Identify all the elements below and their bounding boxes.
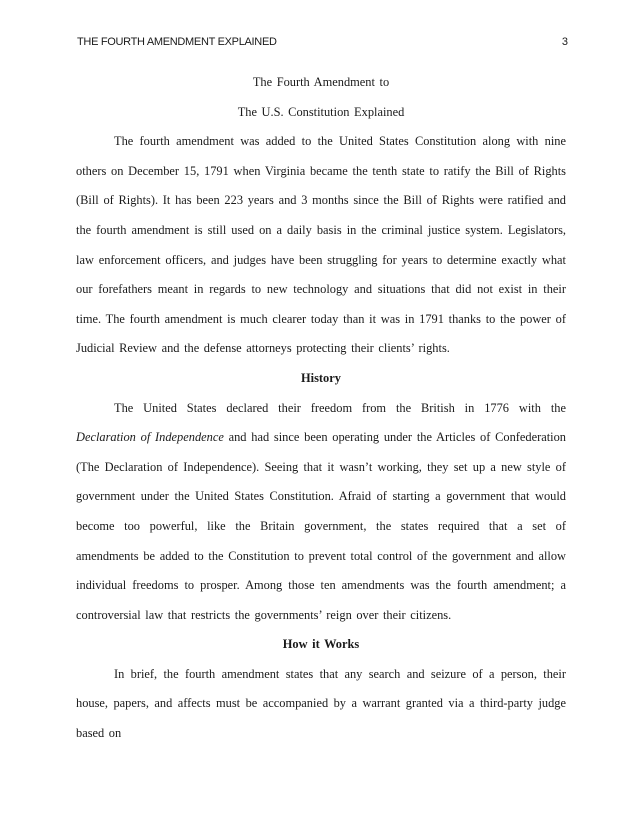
running-head: THE FOURTH AMENDMENT EXPLAINED xyxy=(77,36,277,48)
title-line-2: The U.S. Constitution Explained xyxy=(237,104,405,119)
title-line-1: The Fourth Amendment to xyxy=(252,75,390,89)
document-body xyxy=(76,68,566,749)
how-it-works-heading: How it Works xyxy=(282,637,360,652)
page-number: 3 xyxy=(561,36,568,48)
how-it-works-paragraph: In brief, the fourth amendment states that any search and seizure of a person, their house, papers, and affects must be accompanied by a warrant granted via a third-party judge based on xyxy=(76,666,566,741)
history-heading: History xyxy=(301,370,341,385)
history-text-start: The United States declared their freedom from the British in 1776 with the xyxy=(114,400,566,415)
intro-paragraph: The fourth amendment was added to the United States Constitution along with nine others on December 15, 1791 when Virginia became the tenth state to ratify the Bill of Rights (Bill of Rights). It has been 223 years and 3 months since the Bill of Rights were ratified and the fourth amendment is still used on a daily basis in the criminal justice system. Legislators, law enforcement officers, and judges have been struggling for years to determine exactly what our forefathers meant in regards to new technology and situations that did not exist in their time. The fourth amendment is much clearer today than it was in 1791 thanks to the power of Judicial Review and the defense attorneys protecting their clients’ rights. xyxy=(76,134,566,356)
history-paragraph xyxy=(76,394,566,631)
history-text-end: and had since been operating under the Articles of Confederation (The Declaration of Independence). Seeing that it wasn’t working, they set up a new style of government under the United States Constitution. Afraid of starting a government that would become too powerful, like the Britain government, the states required that a set of amendments be added to the Constitution to prevent total control of the government and allow individual freedoms to prosper. Among those ten amendments was the fourth amendment; a controversial law that restricts the governments’ reign over their citizens. xyxy=(76,430,566,622)
history-italic-title: Declaration of Independence xyxy=(76,430,224,445)
